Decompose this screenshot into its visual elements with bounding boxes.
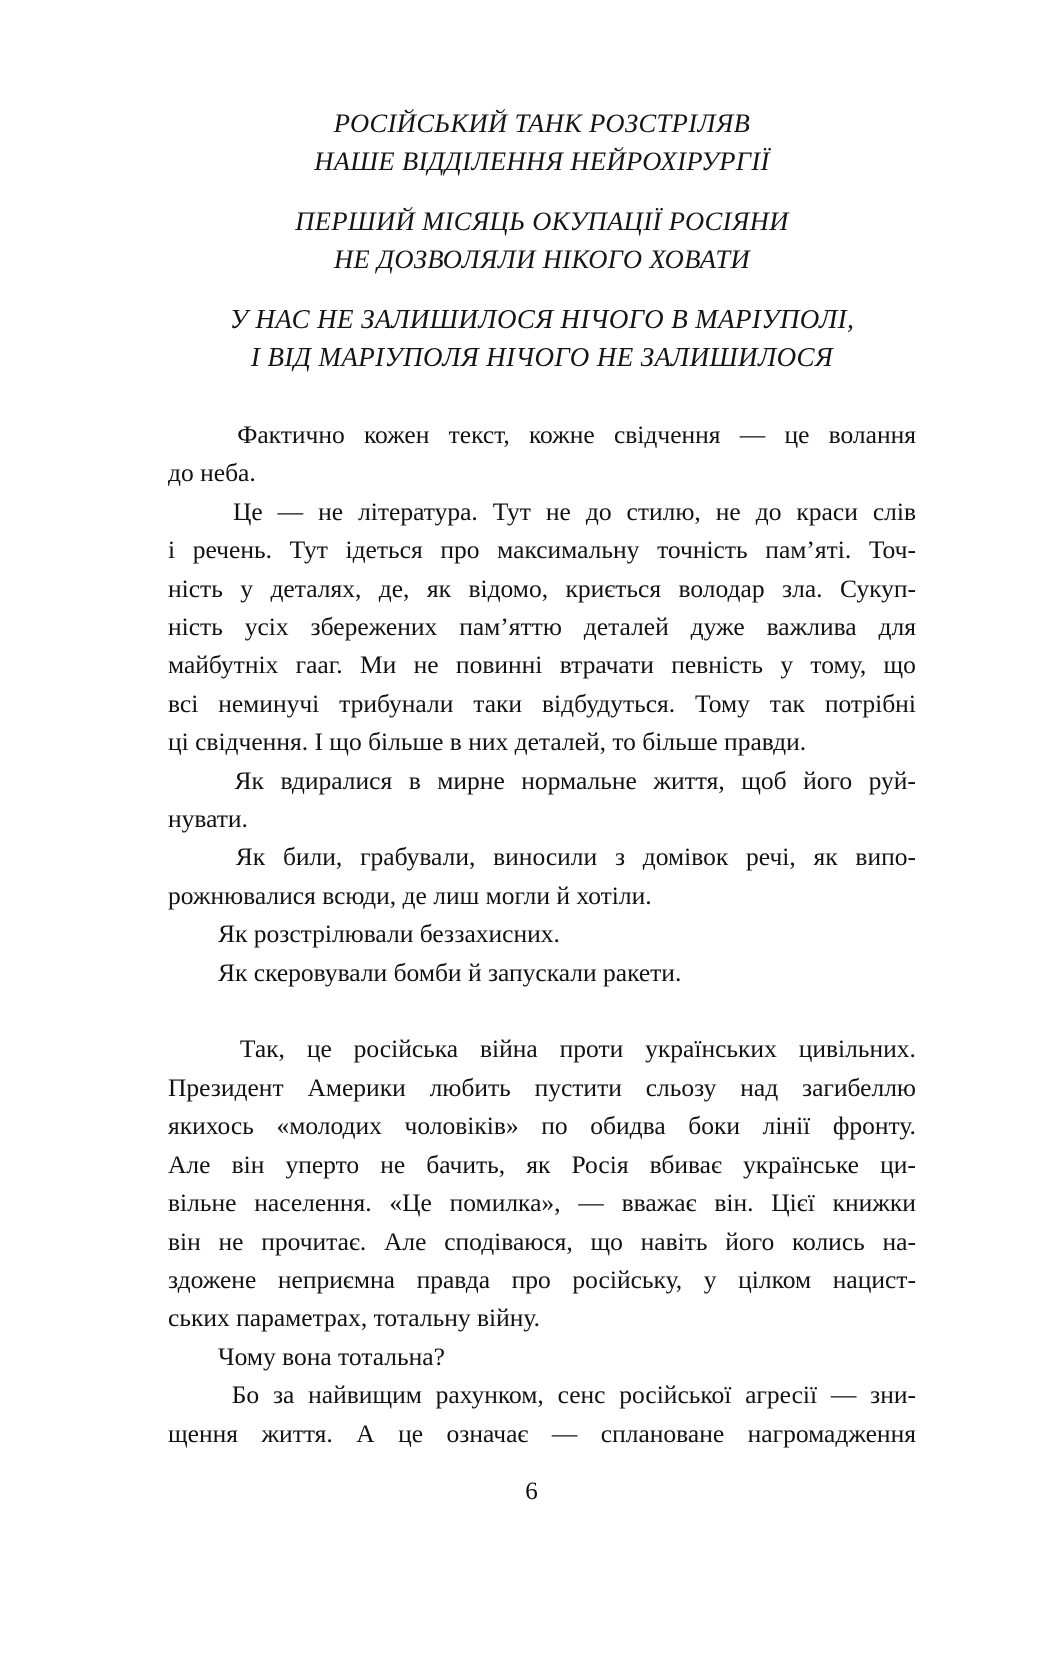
word: агресії (745, 1380, 818, 1410)
word: над (740, 1072, 779, 1102)
word: не (545, 496, 571, 526)
word: неминучі (218, 688, 320, 718)
word: Точ- (868, 535, 916, 565)
word: по (541, 1111, 568, 1141)
word: у (703, 1264, 717, 1294)
word: Це (232, 496, 263, 526)
paragraph-spacer (168, 992, 916, 1030)
word: дуже (690, 612, 745, 642)
word: якихось (168, 1111, 254, 1141)
page-content (168, 104, 916, 1453)
paragraph (168, 1338, 916, 1376)
word: помилка», (449, 1188, 561, 1218)
word: Президент (168, 1072, 284, 1102)
word: як (813, 842, 838, 872)
text-line (168, 838, 916, 876)
word: ці свідчення. І що більше в них деталей, то більше правди. (168, 727, 807, 757)
word: і (168, 535, 176, 565)
word: обидва (590, 1111, 666, 1141)
word: кожне (528, 420, 595, 449)
word: виносили (493, 842, 598, 872)
word: Як розстрілювали беззахисних. (218, 919, 560, 949)
word: зни- (870, 1380, 916, 1410)
word: важлива (766, 612, 857, 642)
word: певність (671, 650, 764, 680)
word: били, (282, 842, 343, 872)
heading-2-line-2: НЕ ДОЗВОЛЯЛИ НІКОГО ХОВАТИ (333, 244, 751, 274)
word: його (803, 765, 853, 795)
word: сподіваюся, (444, 1226, 573, 1256)
word: Як скеровували бомби й запускали ракети. (218, 957, 682, 987)
word: сплановане (600, 1418, 725, 1448)
word: населення. (254, 1188, 372, 1218)
text-line (168, 1107, 916, 1145)
word: краси (796, 496, 858, 526)
word: де, (378, 573, 410, 603)
text-line (168, 685, 916, 723)
word: нацист- (832, 1264, 916, 1294)
paragraph (168, 416, 916, 493)
word: випо- (855, 842, 916, 872)
word: за (272, 1380, 295, 1410)
word: книжки (832, 1188, 916, 1218)
word: у (240, 573, 254, 603)
text-line (168, 1376, 916, 1414)
word: Тому (695, 688, 750, 718)
word: Фактично (237, 420, 345, 449)
word: фронту. (832, 1111, 916, 1141)
text-line (168, 1338, 916, 1376)
heading-3-line-1: У НАС НЕ ЗАЛИШИЛОСЯ НІЧОГО В МАРІУПОЛІ, (229, 304, 855, 334)
word: Росія (571, 1149, 629, 1179)
text-line (168, 1146, 916, 1184)
word: в (408, 765, 421, 795)
word: боки (688, 1111, 741, 1141)
word: бачить, (426, 1149, 506, 1179)
word: володар (678, 573, 765, 603)
body-text (168, 416, 916, 1453)
word: таки (473, 688, 523, 718)
word: не (380, 1149, 406, 1179)
word: українських (645, 1034, 777, 1064)
word: Цієї (771, 1188, 815, 1218)
word: повинні (455, 650, 543, 680)
text-line (168, 454, 916, 492)
word: це (784, 420, 810, 449)
word: грабували, (360, 842, 476, 872)
word: деталей (583, 612, 669, 642)
word: Бо (231, 1380, 260, 1410)
word: з (614, 842, 626, 872)
word: на- (882, 1226, 916, 1256)
text-line (168, 608, 916, 646)
word: правда (416, 1264, 491, 1294)
word: він. (714, 1188, 754, 1218)
word: збережених (310, 612, 438, 642)
word: про (511, 1264, 551, 1294)
word: сльозу (645, 1072, 717, 1102)
word: пам’яті. (765, 535, 852, 565)
word: — (277, 496, 304, 526)
word: волання (828, 420, 916, 449)
word: вільне (168, 1188, 237, 1218)
paragraph (168, 1376, 916, 1453)
word: українське (743, 1149, 860, 1179)
word: — (739, 420, 766, 449)
word: ність (168, 573, 223, 603)
word: нувати. (168, 804, 248, 834)
word: Так, (239, 1034, 285, 1064)
word: що (883, 650, 916, 680)
text-line (168, 877, 916, 915)
text-line (168, 493, 916, 531)
word: А (356, 1418, 375, 1448)
paragraph (168, 915, 916, 953)
word: Америки (307, 1072, 406, 1102)
word: про (440, 535, 480, 565)
word: майбутніх (168, 650, 279, 680)
word: Як (235, 842, 266, 872)
word: домівок (642, 842, 729, 872)
word: рожнювалися всюди, де лиш могли й хотіли. (168, 880, 652, 910)
word: не (318, 496, 344, 526)
word: речень. (192, 535, 272, 565)
word: Ми (360, 650, 397, 680)
word: зла. (782, 573, 823, 603)
word: ських параметрах, тотальну війну. (168, 1303, 540, 1333)
text-line (168, 762, 916, 800)
word: всі (168, 688, 199, 718)
word: трибунали (339, 688, 454, 718)
word: вдиралися (280, 765, 393, 795)
word: Тут (492, 496, 531, 526)
word: руй- (868, 765, 916, 795)
word: ци- (880, 1149, 916, 1179)
word: потрібні (824, 688, 916, 718)
word: здожене (168, 1264, 257, 1294)
word: пустити (534, 1072, 622, 1102)
word: так (769, 688, 805, 718)
word: це (398, 1418, 424, 1448)
heading-2 (168, 202, 916, 278)
page-number: 6 (525, 1478, 538, 1505)
text-line (168, 1415, 916, 1453)
word: уперто (285, 1149, 360, 1179)
word: Сукуп- (839, 573, 916, 603)
word: лінії (762, 1111, 811, 1141)
word: втрачати (559, 650, 654, 680)
word: відбудуться. (541, 688, 676, 718)
word: означає (446, 1418, 529, 1448)
word: деталях, (270, 573, 362, 603)
word: він (168, 1226, 201, 1256)
word: загибеллю (802, 1072, 916, 1102)
word: література. (358, 496, 478, 526)
word: любить (429, 1072, 511, 1102)
word: ність (168, 612, 223, 642)
text-line (168, 570, 916, 608)
text-line (168, 723, 916, 761)
text-line (168, 646, 916, 684)
heading-1-line-1: РОСІЙСЬКИЙ ТАНК РОЗСТРІЛЯВ (333, 108, 751, 138)
word: Але (168, 1149, 211, 1179)
word: навіть (640, 1226, 708, 1256)
paragraph (168, 954, 916, 992)
text-line (168, 1299, 916, 1337)
word: слів (872, 496, 916, 526)
word: у (780, 650, 794, 680)
text-line (168, 1261, 916, 1299)
word: прочитає. (261, 1226, 367, 1256)
heading-1 (168, 104, 916, 180)
word: найвищим (308, 1380, 422, 1410)
word: відомо, (468, 573, 549, 603)
word: життя, (653, 765, 725, 795)
word: цілком (738, 1264, 812, 1294)
word: війна (480, 1034, 538, 1064)
word: — (830, 1380, 857, 1410)
text-line (168, 1184, 916, 1222)
text-line (168, 915, 916, 953)
word: не (413, 650, 439, 680)
word: чоловіків» (404, 1111, 519, 1141)
word: максимальну (497, 535, 640, 565)
word: російську, (572, 1264, 683, 1294)
word: щення (168, 1418, 238, 1448)
word: вбиває (649, 1149, 722, 1179)
word: «молодих (276, 1111, 382, 1141)
word: гааг. (295, 650, 343, 680)
word: життя. (261, 1418, 333, 1448)
word: кожен (363, 420, 430, 449)
word: неприємна (277, 1264, 395, 1294)
word: його (725, 1226, 775, 1256)
word: Чому вона тотальна? (218, 1341, 445, 1371)
text-line (168, 416, 916, 454)
word: до (585, 496, 612, 526)
word: Але (384, 1226, 427, 1256)
heading-3-line-2: І ВІД МАРІУПОЛЯ НІЧОГО НЕ ЗАЛИШИЛОСЯ (250, 342, 834, 372)
word: не (715, 496, 741, 526)
word: стилю, (626, 496, 701, 526)
word: російської (619, 1380, 732, 1410)
word: нормальне (521, 765, 637, 795)
word: як (426, 573, 451, 603)
word: мирне (437, 765, 505, 795)
heading-2-line-1: ПЕРШИЙ МІСЯЦЬ ОКУПАЦІЇ РОСІЯНИ (295, 206, 789, 236)
word: точність (657, 535, 748, 565)
word: речі, (746, 842, 796, 872)
text-line (168, 1030, 916, 1068)
word: «Це (389, 1188, 432, 1218)
word: до неба. (168, 458, 256, 488)
paragraph (168, 493, 916, 762)
paragraph (168, 762, 916, 839)
heading-1-line-2: НАШЕ ВІДДІЛЕННЯ НЕЙРОХІРУРГІЇ (314, 146, 770, 176)
word: ідеться (345, 535, 423, 565)
word: текст, (448, 420, 510, 449)
word: Як (234, 765, 264, 795)
word: що (590, 1226, 623, 1256)
word: російська (353, 1034, 459, 1064)
paragraph (168, 838, 916, 915)
word: вважає (621, 1188, 697, 1218)
word: до (755, 496, 782, 526)
paragraph (168, 1030, 916, 1337)
word: він (231, 1149, 265, 1179)
word: для (878, 612, 916, 642)
word: нагромадження (747, 1418, 916, 1448)
word: колись (791, 1226, 865, 1256)
word: щоб (741, 765, 787, 795)
word: це (306, 1034, 332, 1064)
word: Тут (289, 535, 328, 565)
word: криється (565, 573, 662, 603)
text-line (168, 531, 916, 569)
word: — (551, 1418, 578, 1448)
text-line (168, 1069, 916, 1107)
word: усіх (244, 612, 289, 642)
word: пам’яттю (459, 612, 562, 642)
word: тому, (810, 650, 867, 680)
word: — (578, 1188, 604, 1218)
word: сенс (557, 1380, 606, 1410)
word: свідчення (613, 420, 721, 449)
text-line (168, 800, 916, 838)
text-line (168, 1223, 916, 1261)
word: не (218, 1226, 244, 1256)
word: проти (559, 1034, 624, 1064)
word: цивільних. (798, 1034, 916, 1064)
text-line (168, 954, 916, 992)
word: як (526, 1149, 551, 1179)
heading-3 (168, 300, 916, 376)
word: рахунком, (435, 1380, 544, 1410)
